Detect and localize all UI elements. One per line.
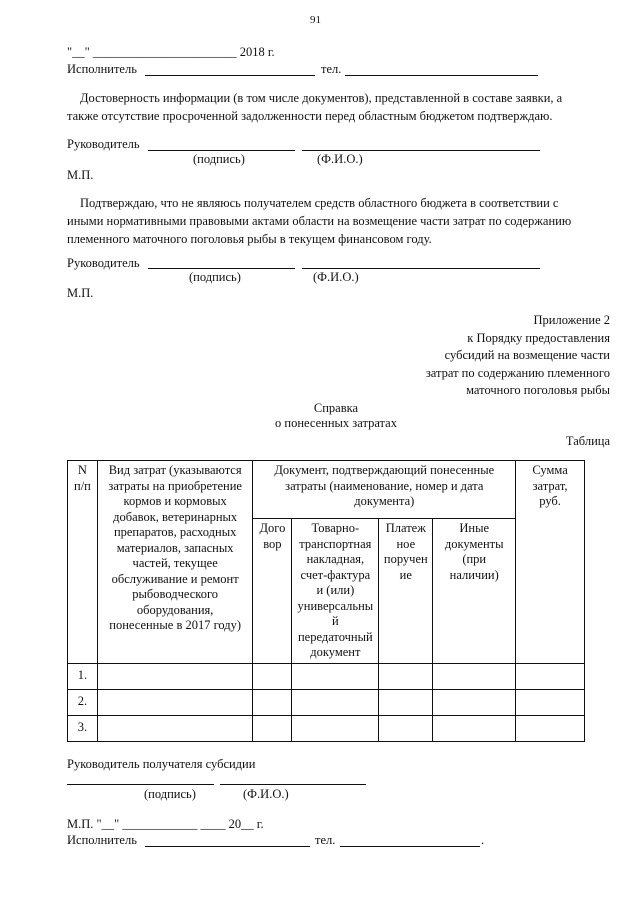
table-cell[interactable] bbox=[433, 715, 516, 741]
table-cell[interactable] bbox=[292, 663, 379, 689]
table-cell[interactable] bbox=[292, 715, 379, 741]
signature-caption: (подпись) bbox=[189, 270, 241, 284]
table-cell[interactable] bbox=[516, 715, 585, 741]
signature-caption: (подпись) bbox=[193, 152, 245, 166]
col-type-header: Вид затрат (указываются затраты на приобретение кормов и кормовых добавок, ветеринарных препаратов, расходных материалов, запасных частей, текущее обслуживание и ремонт рыбоводческого оборудования, понесенные в 2017 году) bbox=[97, 461, 253, 664]
table-cell[interactable] bbox=[253, 689, 292, 715]
signature-field[interactable] bbox=[148, 268, 295, 269]
table-cell[interactable] bbox=[379, 689, 433, 715]
col-doc-header: Документ, подтверждающий понесенные затраты (наименование, номер и дата документа) bbox=[253, 461, 516, 519]
appendix-line: субсидий на возмещение части bbox=[444, 348, 610, 362]
appendix-header bbox=[426, 312, 610, 400]
tel-label: тел. bbox=[321, 62, 342, 76]
name-field[interactable] bbox=[220, 784, 366, 785]
col-num-header: N п/п bbox=[68, 461, 98, 664]
table-cell[interactable] bbox=[379, 663, 433, 689]
stamp-label: М.П. bbox=[67, 286, 94, 300]
para2-line: иными нормативными правовыми актами области на возмещение части затрат по содержанию bbox=[67, 214, 572, 228]
period-mark: . bbox=[481, 833, 485, 847]
date-line: "__" _______________________ 2018 г. bbox=[67, 45, 275, 59]
subcol-payment: Платеж ное поручен ие bbox=[379, 519, 433, 664]
executor-label: Исполнитель bbox=[67, 62, 137, 76]
table-cell[interactable] bbox=[253, 715, 292, 741]
appendix-line: затрат по содержанию племенного bbox=[425, 365, 610, 380]
tel-field[interactable] bbox=[340, 846, 480, 847]
signature-field[interactable] bbox=[67, 784, 214, 785]
row-number: 1. bbox=[68, 663, 98, 689]
subcol-contract: Дого вор bbox=[253, 519, 292, 664]
executor-label: Исполнитель bbox=[67, 833, 137, 847]
head-label: Руководитель bbox=[67, 256, 140, 270]
expenses-table bbox=[67, 460, 585, 742]
confirmation-paragraph-2 bbox=[67, 194, 612, 248]
table-cell[interactable] bbox=[97, 715, 253, 741]
col-sum-header: Сумма затрат, руб. bbox=[516, 461, 585, 664]
confirmation-paragraph-1 bbox=[67, 89, 612, 125]
appendix-line: маточного поголовья рыбы bbox=[466, 383, 610, 397]
tel-label: тел. bbox=[315, 833, 336, 847]
name-caption: (Ф.И.О.) bbox=[243, 787, 289, 801]
signature-caption: (подпись) bbox=[144, 787, 196, 801]
row-number: 3. bbox=[68, 715, 98, 741]
table-row bbox=[68, 715, 585, 741]
stamp-label: М.П. bbox=[67, 168, 94, 182]
table-cell[interactable] bbox=[379, 715, 433, 741]
name-field[interactable] bbox=[302, 268, 540, 269]
document-subtitle: о понесенных затратах bbox=[275, 416, 397, 430]
table-cell[interactable] bbox=[516, 689, 585, 715]
table-row bbox=[68, 689, 585, 715]
table-cell[interactable] bbox=[516, 663, 585, 689]
name-field[interactable] bbox=[302, 150, 540, 151]
table-label: Таблица bbox=[565, 434, 610, 448]
subcol-waybill: Товарно- транспортная накладная, счет-фактура и (или) универсальны й передаточный документ bbox=[292, 519, 379, 664]
tel-field[interactable] bbox=[345, 75, 538, 76]
para2-line: племенного маточного поголовья рыбы в текущем финансовом году. bbox=[67, 232, 432, 246]
table-cell[interactable] bbox=[253, 663, 292, 689]
executor-field[interactable] bbox=[145, 75, 315, 76]
appendix-line: Приложение 2 bbox=[533, 313, 610, 327]
page-number: 91 bbox=[310, 14, 321, 26]
name-caption: (Ф.И.О.) bbox=[313, 270, 359, 284]
executor-field[interactable] bbox=[145, 846, 310, 847]
name-caption: (Ф.И.О.) bbox=[317, 152, 363, 166]
recipient-head-label: Руководитель получателя субсидии bbox=[67, 757, 256, 771]
table-row bbox=[68, 663, 585, 689]
table-cell[interactable] bbox=[97, 663, 253, 689]
subcol-other: Иные документы (при наличии) bbox=[433, 519, 516, 664]
head-label: Руководитель bbox=[67, 137, 140, 151]
table-cell[interactable] bbox=[292, 689, 379, 715]
stamp-date-line: М.П. "__" ____________ ____ 20__ г. bbox=[67, 817, 264, 831]
para1-line: Достоверность информации (в том числе документов), представленной в составе заявки, а bbox=[80, 91, 563, 105]
document-title: Справка bbox=[313, 401, 359, 415]
para1-line: также отсутствие просроченной задолженности перед областным бюджетом подтверждаю. bbox=[67, 109, 553, 123]
table-cell[interactable] bbox=[97, 689, 253, 715]
appendix-line: к Порядку предоставления bbox=[467, 330, 610, 345]
para2-line: Подтверждаю, что не являюсь получателем средств областного бюджета в соответствии с bbox=[80, 196, 559, 210]
table-cell[interactable] bbox=[433, 689, 516, 715]
table-cell[interactable] bbox=[433, 663, 516, 689]
signature-field[interactable] bbox=[148, 150, 295, 151]
row-number: 2. bbox=[68, 689, 98, 715]
